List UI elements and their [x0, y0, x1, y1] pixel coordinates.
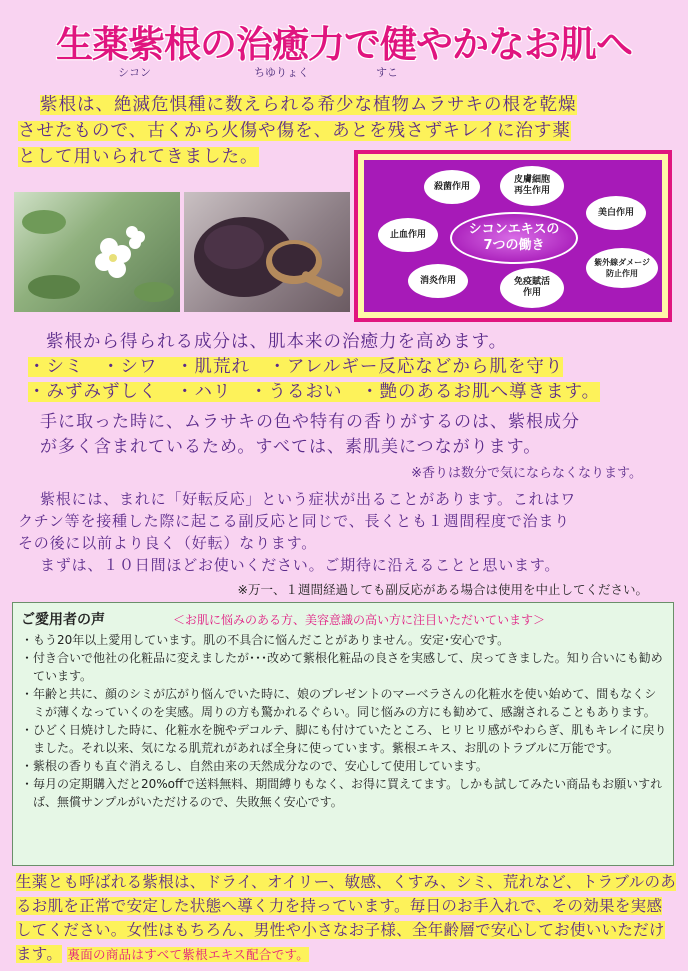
bubble-whitening: 美白作用 [586, 196, 646, 230]
voices-subheading: ＜お肌に悩みのある方、美容意識の高い方に注目いただいています＞ [173, 613, 546, 627]
bubble-immune-activation: 免疫賦活 作用 [500, 268, 564, 308]
list-item: ・ひどく日焼けした時に、化粧水を腕やデコルテ、脚にも付けていたところ、ヒリヒリ感がやわらぎ、肌もキレイに戻りました。それ以来、気になる肌荒れがあれば全身に使っています。紫根エキス、お肌のトラブルに万能です。 [21, 723, 667, 755]
intro-line: として用いられてきました。 [18, 147, 259, 167]
list-item: ・年齢と共に、顔のシミが広がり悩んでいた時に、娘のプレゼントのマーベラさんの化粧水を使い始めて、間もなくシミが薄くなっていくのを実感。周りの方も驚かれるぐらい。同じ悩みの方にも勧めて、感謝されることもあります。 [21, 687, 657, 719]
list-item: ・付き合いで他社の化粧品に変えましたが･･･改めて紫根化粧品の良さを実感して、戻ってきました。知り合いにも勧めています。 [21, 651, 663, 683]
dried-root-photo [184, 192, 350, 312]
list-item: ・毎月の定期購入だと20%offで送料無料、期間縛りもなく、お得に買えてます。しかも試してみたい商品もお願いすれば、無償サンプルがいただけるので、失敗無く安心です。 [21, 777, 663, 809]
bubble-uv-protection: 紫外線ダメージ 防止作用 [586, 248, 658, 288]
list-item: ・紫根の香りも直ぐ消えるし、自然由来の天然成分なので、安心して使用しています。 [21, 759, 488, 773]
reaction-note: ※万一、１週間経過しても副反応がある場合は使用を中止してください。 [237, 582, 648, 597]
reaction-paragraph: 紫根には、まれに「好転反応」という症状が出ることがあります。これはワ クチン等を接種した際に起こる副反応と同じで、長くとも１週間程度で治まり その後に以前より良く（好転）なります。 まずは、１０日間ほどお使いください。ご期待に沿えることと思います。 [18, 490, 577, 574]
ruby-chiyuryoku: ちゆりょく [254, 66, 309, 79]
ruby-sukoyaka: すこ [376, 66, 398, 79]
footer-note: 裏面の商品はすべて紫根エキス配合です。 [67, 947, 310, 962]
footer-paragraph [16, 870, 678, 967]
bubble-hemostasis: 止血作用 [378, 218, 438, 252]
scent-note: ※香りは数分で気にならなくなります。 [411, 466, 642, 481]
flower-photo [14, 192, 180, 312]
seven-functions-diagram [354, 150, 672, 322]
footer-text: 生薬とも呼ばれる紫根は、ドライ、オイリー、敏感、くすみ、シミ、荒れなど、トラブルのあるお肌を正常で安定した状態へ導く力を持っています。毎日のお手入れで、その効果を実感してください。女性はもちろん、男性や小さなお子様、全年齢層で安心してお使いいただけます。 [16, 873, 677, 963]
bubble-skin-regeneration: 皮膚細胞 再生作用 [500, 166, 564, 206]
bubble-sterilization: 殺菌作用 [424, 170, 480, 204]
benefits-line: ・シミ ・シワ ・肌荒れ ・アレルギー反応などから肌を守り [28, 357, 564, 377]
scent-paragraph: 手に取った時に、ムラサキの色や特有の香りがするのは、紫根成分 が多く含まれているため。すべては、素肌美につながります。 [40, 412, 580, 457]
customer-voices-box [12, 602, 674, 866]
intro-line: 紫根は、絶滅危惧種に数えられる希少な植物ムラサキの根を乾燥 [40, 95, 577, 115]
list-item: ・もう20年以上愛用しています。肌の不具合に悩んだことがありません。安定･安心です。 [21, 633, 510, 647]
intro-line: させたもので、古くから火傷や傷を、あとを残さずキレイに治す薬 [18, 121, 571, 141]
ruby-shikon: シコン [118, 66, 151, 79]
voices-list [21, 631, 667, 811]
bubble-anti-inflammation: 消炎作用 [408, 264, 468, 298]
benefits-lead: 紫根から得られる成分は、肌本来の治癒力を高めます。 [46, 332, 508, 352]
diagram-center: シコンエキスの 7つの働き [450, 212, 578, 264]
page-title: 生薬紫根の治癒力で健やかなお肌へ [56, 23, 632, 66]
benefits-section [28, 330, 678, 405]
voices-heading: ご愛用者の声 [21, 612, 105, 628]
benefits-line: ・みずみずしく ・ハリ ・うるおい ・艶のあるお肌へ導きます。 [28, 382, 601, 402]
